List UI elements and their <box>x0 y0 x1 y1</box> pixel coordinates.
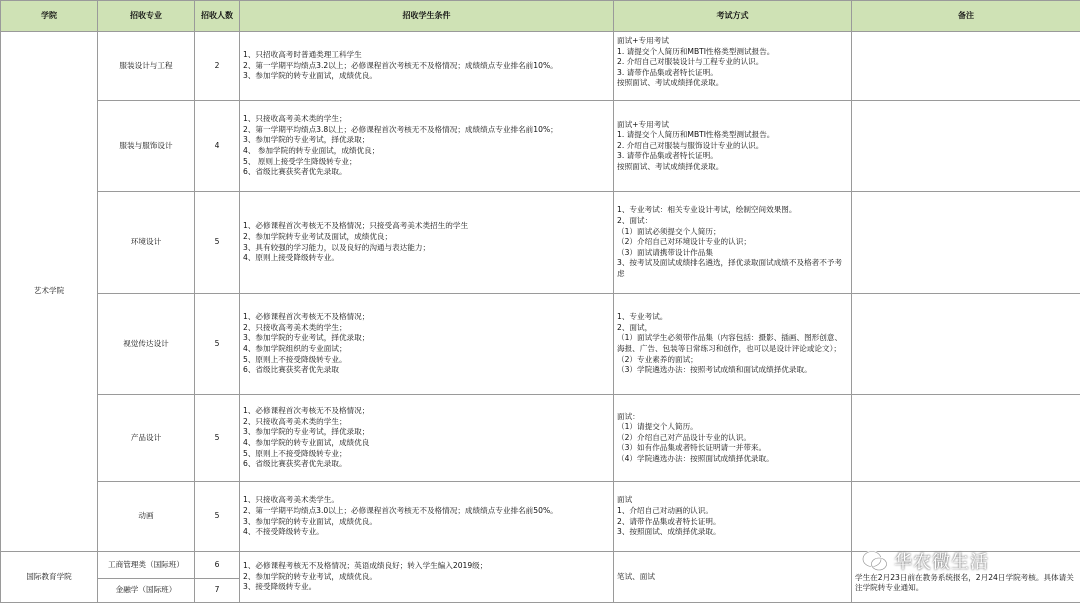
header-remarks: 备注 <box>852 1 1080 32</box>
condition-line: 3、参加学院的转专业面试，成绩优良。 <box>243 71 377 81</box>
count-cell: 5 <box>195 482 240 552</box>
exam-line: 按照面试、考试成绩择优录取。 <box>617 161 724 171</box>
header-count: 招收人数 <box>195 1 240 32</box>
major-cell: 服装与服饰设计 <box>98 101 195 192</box>
count-cell: 2 <box>195 32 240 101</box>
condition-line: 4、参加学院的转专业面试，成绩优良 <box>243 438 370 447</box>
condition-line: 1、只接收高考美术类的学生； <box>243 114 347 124</box>
exam-line: 1、介绍自己对动画的认识。 <box>617 505 713 515</box>
header-conditions: 招收学生条件 <box>240 1 614 32</box>
condition-line: 2、第一学期平均绩点3.2以上；必修课程首次考核无不及格情况；成绩绩点专业排名前10%。 <box>243 60 558 70</box>
exam-line: 2、请带作品集或者特长证明。 <box>617 516 721 526</box>
table-row <box>1 395 1080 482</box>
remark-cell <box>852 482 1080 552</box>
exam-line: （4）学院遴选办法：按照面试成绩择优录取。 <box>617 453 774 463</box>
exam-line: 面试+专用考试 <box>617 119 669 129</box>
condition-line: 2、第一学期平均绩点3.8以上；必修课程首次考核无不及格情况；成绩绩点专业排名前10%； <box>243 124 558 134</box>
exam-cell <box>614 482 852 552</box>
table-row <box>1 101 1080 192</box>
exam-line: （3）面试请携带设计作品集 <box>617 247 713 257</box>
exam-line: 面试： <box>617 411 640 421</box>
condition-line: 6、省级比赛获奖者优先录取。 <box>243 459 347 469</box>
exam-line: 面试+专用考试 <box>617 36 669 45</box>
exam-line: 1、专业考试。 <box>617 312 668 322</box>
exam-line: 1. 请提交个人简历和MBTI性格类型测试报告。 <box>617 46 775 56</box>
table-row <box>1 192 1080 294</box>
table-row <box>1 32 1080 101</box>
conditions-cell <box>240 101 614 192</box>
condition-line: 4、参加学院组织的专业面试； <box>243 344 347 353</box>
condition-line: 2、第一学期平均绩点3.0以上；必修课程首次考核无不及格情况；成绩绩点专业排名前50%。 <box>243 505 558 515</box>
exam-line: 3. 请带作品集或者特长证明。 <box>617 151 718 161</box>
exam-cell <box>614 395 852 482</box>
condition-line: 5、原则上不接受降级转专业； <box>243 448 347 458</box>
count-cell: 7 <box>195 579 240 603</box>
exam-line: 2、面试， <box>617 322 653 332</box>
exam-line: （1）面试必须提交个人简历； <box>617 226 721 236</box>
condition-line: 6、省级比赛获奖者优先录取 <box>243 365 339 375</box>
major-cell: 动画 <box>98 482 195 552</box>
remark-cell <box>852 101 1080 192</box>
major-cell: 金融学（国际班） <box>98 579 195 603</box>
condition-line: 4、 参加学院的转专业面试，成绩优良； <box>243 146 380 155</box>
college-intl: 国际教育学院 <box>1 552 98 603</box>
conditions-cell <box>240 395 614 482</box>
count-cell: 4 <box>195 101 240 192</box>
exam-line: 3、按考试及面试成绩排名遴选，择优录取面试成绩不及格者不予考虑 <box>617 258 843 278</box>
condition-line: 3、参加学院的转专业面试，成绩优良。 <box>243 516 377 526</box>
exam-line: 3、按照面试、成绩择优录取。 <box>617 527 721 537</box>
condition-line: 1、必修课程首次考核无不及格情况；只接受高考美术类招生的学生 <box>243 221 469 231</box>
table-row <box>1 294 1080 395</box>
remark-cell <box>852 32 1080 101</box>
conditions-cell <box>240 552 614 603</box>
exam-cell <box>614 101 852 192</box>
conditions-cell <box>240 294 614 395</box>
major-cell: 视觉传达设计 <box>98 294 195 395</box>
condition-line: 6、省级比赛获奖者优先录取。 <box>243 167 347 177</box>
condition-line: 5、原则上不接受降级转专业。 <box>243 354 347 364</box>
exam-line: （2）介绍自己对产品设计专业的认识。 <box>617 432 751 442</box>
condition-line: 3、参加学院的专业考试，择优录取； <box>243 333 370 343</box>
exam-line: 2、面试： <box>617 216 653 226</box>
exam-line: 面试 <box>617 495 633 505</box>
exam-line: 1、专业考试：相关专业设计考试，绘制空间效果图。 <box>617 205 797 215</box>
count-cell: 5 <box>195 395 240 482</box>
exam-line: （3）学院遴选办法：按照考试成绩和面试成绩择优录取。 <box>617 365 812 375</box>
watermark-text: 华农微生活 <box>894 552 989 573</box>
conditions-cell <box>240 32 614 101</box>
count-cell: 6 <box>195 552 240 579</box>
major-cell: 工商管理类（国际班） <box>98 552 195 579</box>
condition-line: 1、只招收高考时普通类理工科学生 <box>243 50 362 60</box>
exam-cell <box>614 294 852 395</box>
remark-text: 学生在2月23日前在教务系统报名，2月24日学院考核。具体请关注学院转专业通知。 <box>855 572 1074 593</box>
exam-line: 2. 介绍自己对服装与服饰设计专业的认识。 <box>617 140 764 150</box>
remark-cell <box>852 192 1080 294</box>
table-row <box>1 552 1080 579</box>
count-cell: 5 <box>195 192 240 294</box>
condition-line: 4、原则上接受降级转专业。 <box>243 253 339 263</box>
header-row <box>1 1 1080 32</box>
exam-line: 3. 请带作品集或者特长证明。 <box>617 67 718 77</box>
exam-line: 1. 请提交个人简历和MBTI性格类型测试报告。 <box>617 130 775 140</box>
exam-line: （2）介绍自己对环境设计专业的认识； <box>617 237 751 247</box>
header-college: 学院 <box>1 1 98 32</box>
major-cell: 环境设计 <box>98 192 195 294</box>
condition-line: 4、不接受降级转专业。 <box>243 527 324 537</box>
condition-line: 1、必修课程首次考核无不及格情况； <box>243 312 370 322</box>
count-cell: 5 <box>195 294 240 395</box>
exam-line: （1）请提交个人简历。 <box>617 422 698 432</box>
exam-cell: 笔试、面试 <box>614 552 852 603</box>
conditions-cell <box>240 482 614 552</box>
condition-line: 5、 原则上接受学生降级转专业； <box>243 156 357 166</box>
condition-line: 2、参加学院转专业考试及面试，成绩优良； <box>243 231 393 241</box>
exam-line: 按照面试、考试成绩择优录取。 <box>617 78 724 88</box>
table-row <box>1 482 1080 552</box>
condition-line: 1、必修课程首次考核无不及格情况； <box>243 406 370 416</box>
condition-line: 2、只接收高考美术类的学生； <box>243 416 347 426</box>
condition-line: 3、具有较强的学习能力，以及良好的沟通与表达能力； <box>243 242 431 252</box>
major-cell: 产品设计 <box>98 395 195 482</box>
condition-line: 2、只接收高考美术类的学生； <box>243 322 347 332</box>
condition-line: 3、接受降级转专业。 <box>243 582 317 592</box>
remark-cell <box>852 294 1080 395</box>
condition-line: 1、必修课程考核无不及格情况；英语成绩良好；转入学生编入2019级； <box>243 561 488 571</box>
exam-line: （1）面试学生必须带作品集（内容包括：摄影、插画、图形创意、海报、广告、包装等日常练习和创作，也可以是设计评论或论文）； <box>617 333 843 353</box>
major-cell: 服装设计与工程 <box>98 32 195 101</box>
college-art: 艺术学院 <box>1 32 98 552</box>
exam-line: （3）如有作品集或者特长证明请一并带来。 <box>617 443 767 453</box>
remark-cell <box>852 395 1080 482</box>
condition-line: 1、只接收高考美术类学生。 <box>243 495 339 505</box>
condition-line: 3、参加学院的专业考试，择优录取； <box>243 427 370 437</box>
exam-cell <box>614 192 852 294</box>
remark-cell <box>852 552 1080 603</box>
header-exam: 考试方式 <box>614 1 852 32</box>
exam-cell <box>614 32 852 101</box>
conditions-cell <box>240 192 614 294</box>
exam-line: （2）专业素养的面试； <box>617 354 698 364</box>
condition-line: 2、参加学院的转专业考试，成绩优良。 <box>243 571 377 581</box>
header-major: 招收专业 <box>98 1 195 32</box>
condition-line: 3、参加学院的专业考试，择优录取； <box>243 135 370 145</box>
exam-line: 2. 介绍自己对服装设计与工程专业的认识。 <box>617 57 764 67</box>
